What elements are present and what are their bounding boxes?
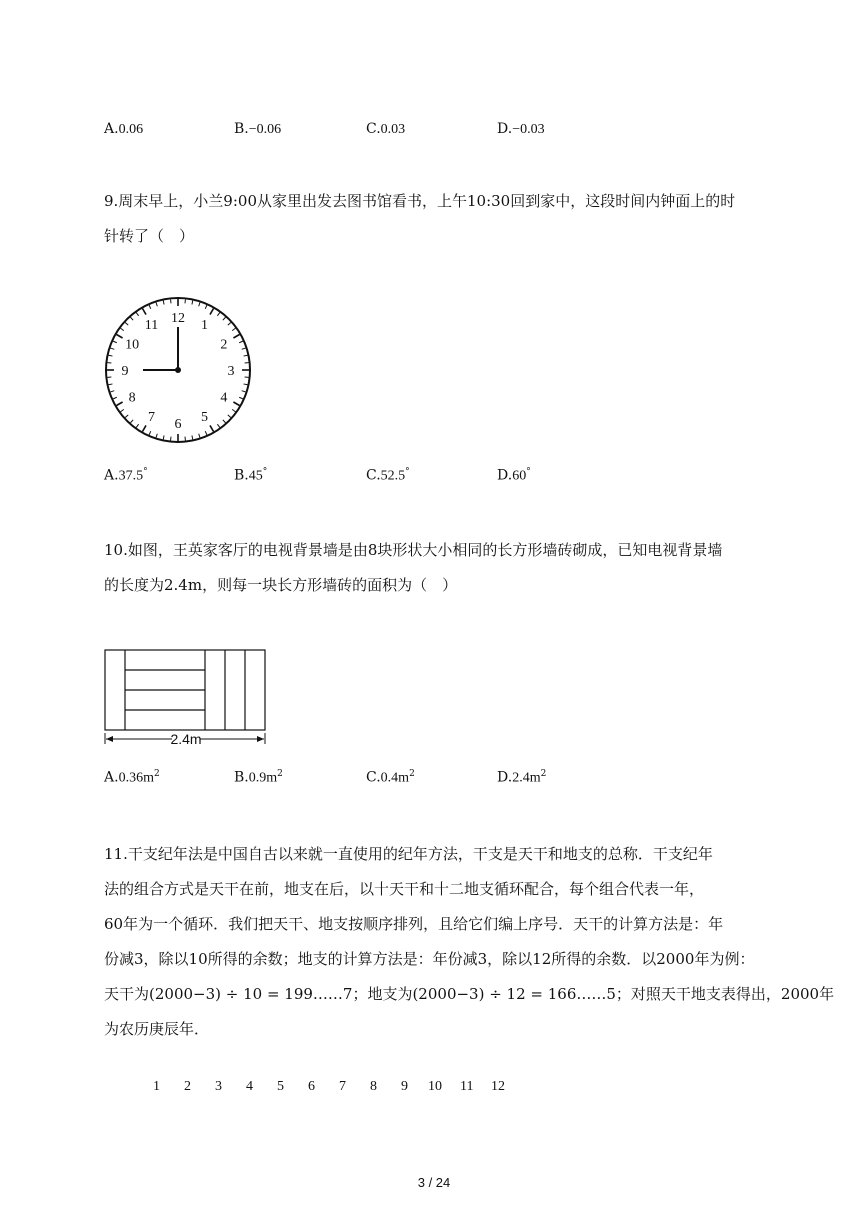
table-number: 1 [153,1079,160,1094]
table-number: 10 [428,1079,442,1094]
clock-tick [149,431,151,435]
clock-tick [233,335,239,339]
table-number: 5 [277,1079,284,1094]
arrow-left-icon [106,736,113,742]
clock-tick [156,434,157,438]
dimension-label: 2.4m [170,731,202,747]
clock-tick [228,415,231,418]
clock-tick [199,302,200,306]
clock-number: 8 [128,390,136,406]
q9-option-a: A.37.5° [104,467,148,484]
table-number: 8 [370,1079,377,1094]
q9-option-c: C.52.5° [366,467,410,484]
clock-tick [239,397,243,399]
clock-number: 9 [121,364,129,379]
clock-tick [244,355,248,356]
q11-stem-line3: 60年为一个循环．我们把天干、地支按顺序排列，且给它们编上序号．天干的计算方法是：年 [104,915,724,933]
arrow-right-icon [257,736,264,742]
clock-tick [223,420,226,423]
clock-tick [130,317,133,320]
clock-tick [192,436,193,440]
clock-tick [217,424,219,427]
clock-tick [242,348,246,349]
q10-stem-line2: 的长度为2.4m，则每一块长方形墙砖的面积为（ ） [104,576,458,594]
table-number: 9 [401,1079,408,1094]
clock-tick [117,335,123,339]
table-number: 7 [339,1079,346,1094]
clock-tick [136,424,138,427]
clock-tick [113,397,117,399]
clock-tick [163,301,164,305]
q11-stem-line5: 天干为(2000−3) ÷ 10 = 199……7；地支为(2000−3) ÷ 12 = 166……5；对照天干地支表得出，2000年 [104,985,835,1003]
q8-option-d: D.−0.03 [497,121,545,137]
clock-tick [239,341,243,343]
q9-stem-line2: 针转了（ ） [104,227,195,245]
page-number: 3 / 24 [417,1175,451,1190]
q9-stem-line1: 9.周末早上，小兰9:00从家里出发去图书馆看书，上午10:30回到家中，这段时间内钟面上的时 [104,192,736,210]
clock-tick [110,348,114,349]
clock-number: 4 [220,390,228,406]
clock-tick [109,355,113,356]
clock-tick [199,434,200,438]
clock-tick [232,409,235,411]
q8-option-c: C.0.03 [366,121,406,137]
clock-number: 5 [201,409,208,425]
clock-tick [232,328,235,330]
clock-tick [110,391,114,392]
q8-option-a: A.0.06 [104,121,144,137]
clock-number: 3 [227,364,235,379]
clock-number: 6 [174,417,182,432]
clock-tick [109,384,113,385]
clock-tick [149,305,151,309]
clock-tick [130,420,133,423]
q11-stem-line6: 为农历庚辰年． [104,1020,210,1038]
clock-number: 12 [171,311,185,326]
clock-tick [233,402,239,406]
clock-tick [125,322,128,325]
q9-option-d: D.60° [497,467,531,484]
q10-option-b: $B.0.9m^2$ [234,769,283,786]
clock-tick [113,341,117,343]
table-number: 11 [460,1079,474,1094]
clock-tick [121,409,124,411]
clock-tick [163,436,164,440]
clock-tick [210,309,214,315]
clock-tick [192,301,193,305]
q8-option-b: B.−0.06 [234,121,282,137]
clock-tick [244,384,248,385]
clock-tick [136,313,138,316]
clock-tick [223,317,226,320]
clock-number: 11 [144,318,159,334]
clock-number: 10 [125,337,140,353]
clock-tick [125,415,128,418]
clock-center [175,367,181,373]
clock-number: 1 [201,318,208,334]
q9-option-b: B.45° [234,467,268,484]
q10-stem-line1: 10.如图，王英家客厅的电视背景墙是由8块形状大小相同的长方形墙砖砌成，已知电视背景墙 [104,541,723,559]
q10-option-c: $C.0.4m^2$ [366,769,415,786]
clock-tick [205,305,207,309]
clock-tick [228,322,231,325]
clock-tick [210,425,214,431]
clock-tick [242,391,246,392]
table-number: 6 [308,1079,315,1094]
table-number: 4 [246,1079,253,1094]
clock-number: 7 [148,409,155,425]
table-number: 2 [184,1079,191,1094]
q10-option-d: $D.2.4m^2$ [497,769,547,786]
clock-tick [205,431,207,435]
table-number: 3 [215,1079,222,1094]
q11-stem-line1: 11.干支纪年法是中国自古以来就一直使用的纪年方法，干支是天干和地支的总称．干支纪年 [104,845,713,863]
q11-stem-line4: 份减3，除以10所得的余数；地支的计算方法是：年份减3，除以12所得的余数．以2000年为例： [104,950,755,968]
q11-stem-line2: 法的组合方式是天干在前，地支在后，以十天干和十二地支循环配合，每个组合代表一年， [104,880,705,898]
clock-tick [217,313,219,316]
clock-tick [143,425,147,431]
table-number: 12 [491,1079,505,1094]
clock-tick [117,402,123,406]
clock-figure [100,292,260,452]
clock-tick [156,302,157,306]
clock-number: 2 [220,337,228,353]
q10-option-a: $A.0.36m^2$ [104,769,160,786]
clock-tick [121,328,124,330]
clock-tick [143,309,147,315]
wall-figure [100,645,275,750]
